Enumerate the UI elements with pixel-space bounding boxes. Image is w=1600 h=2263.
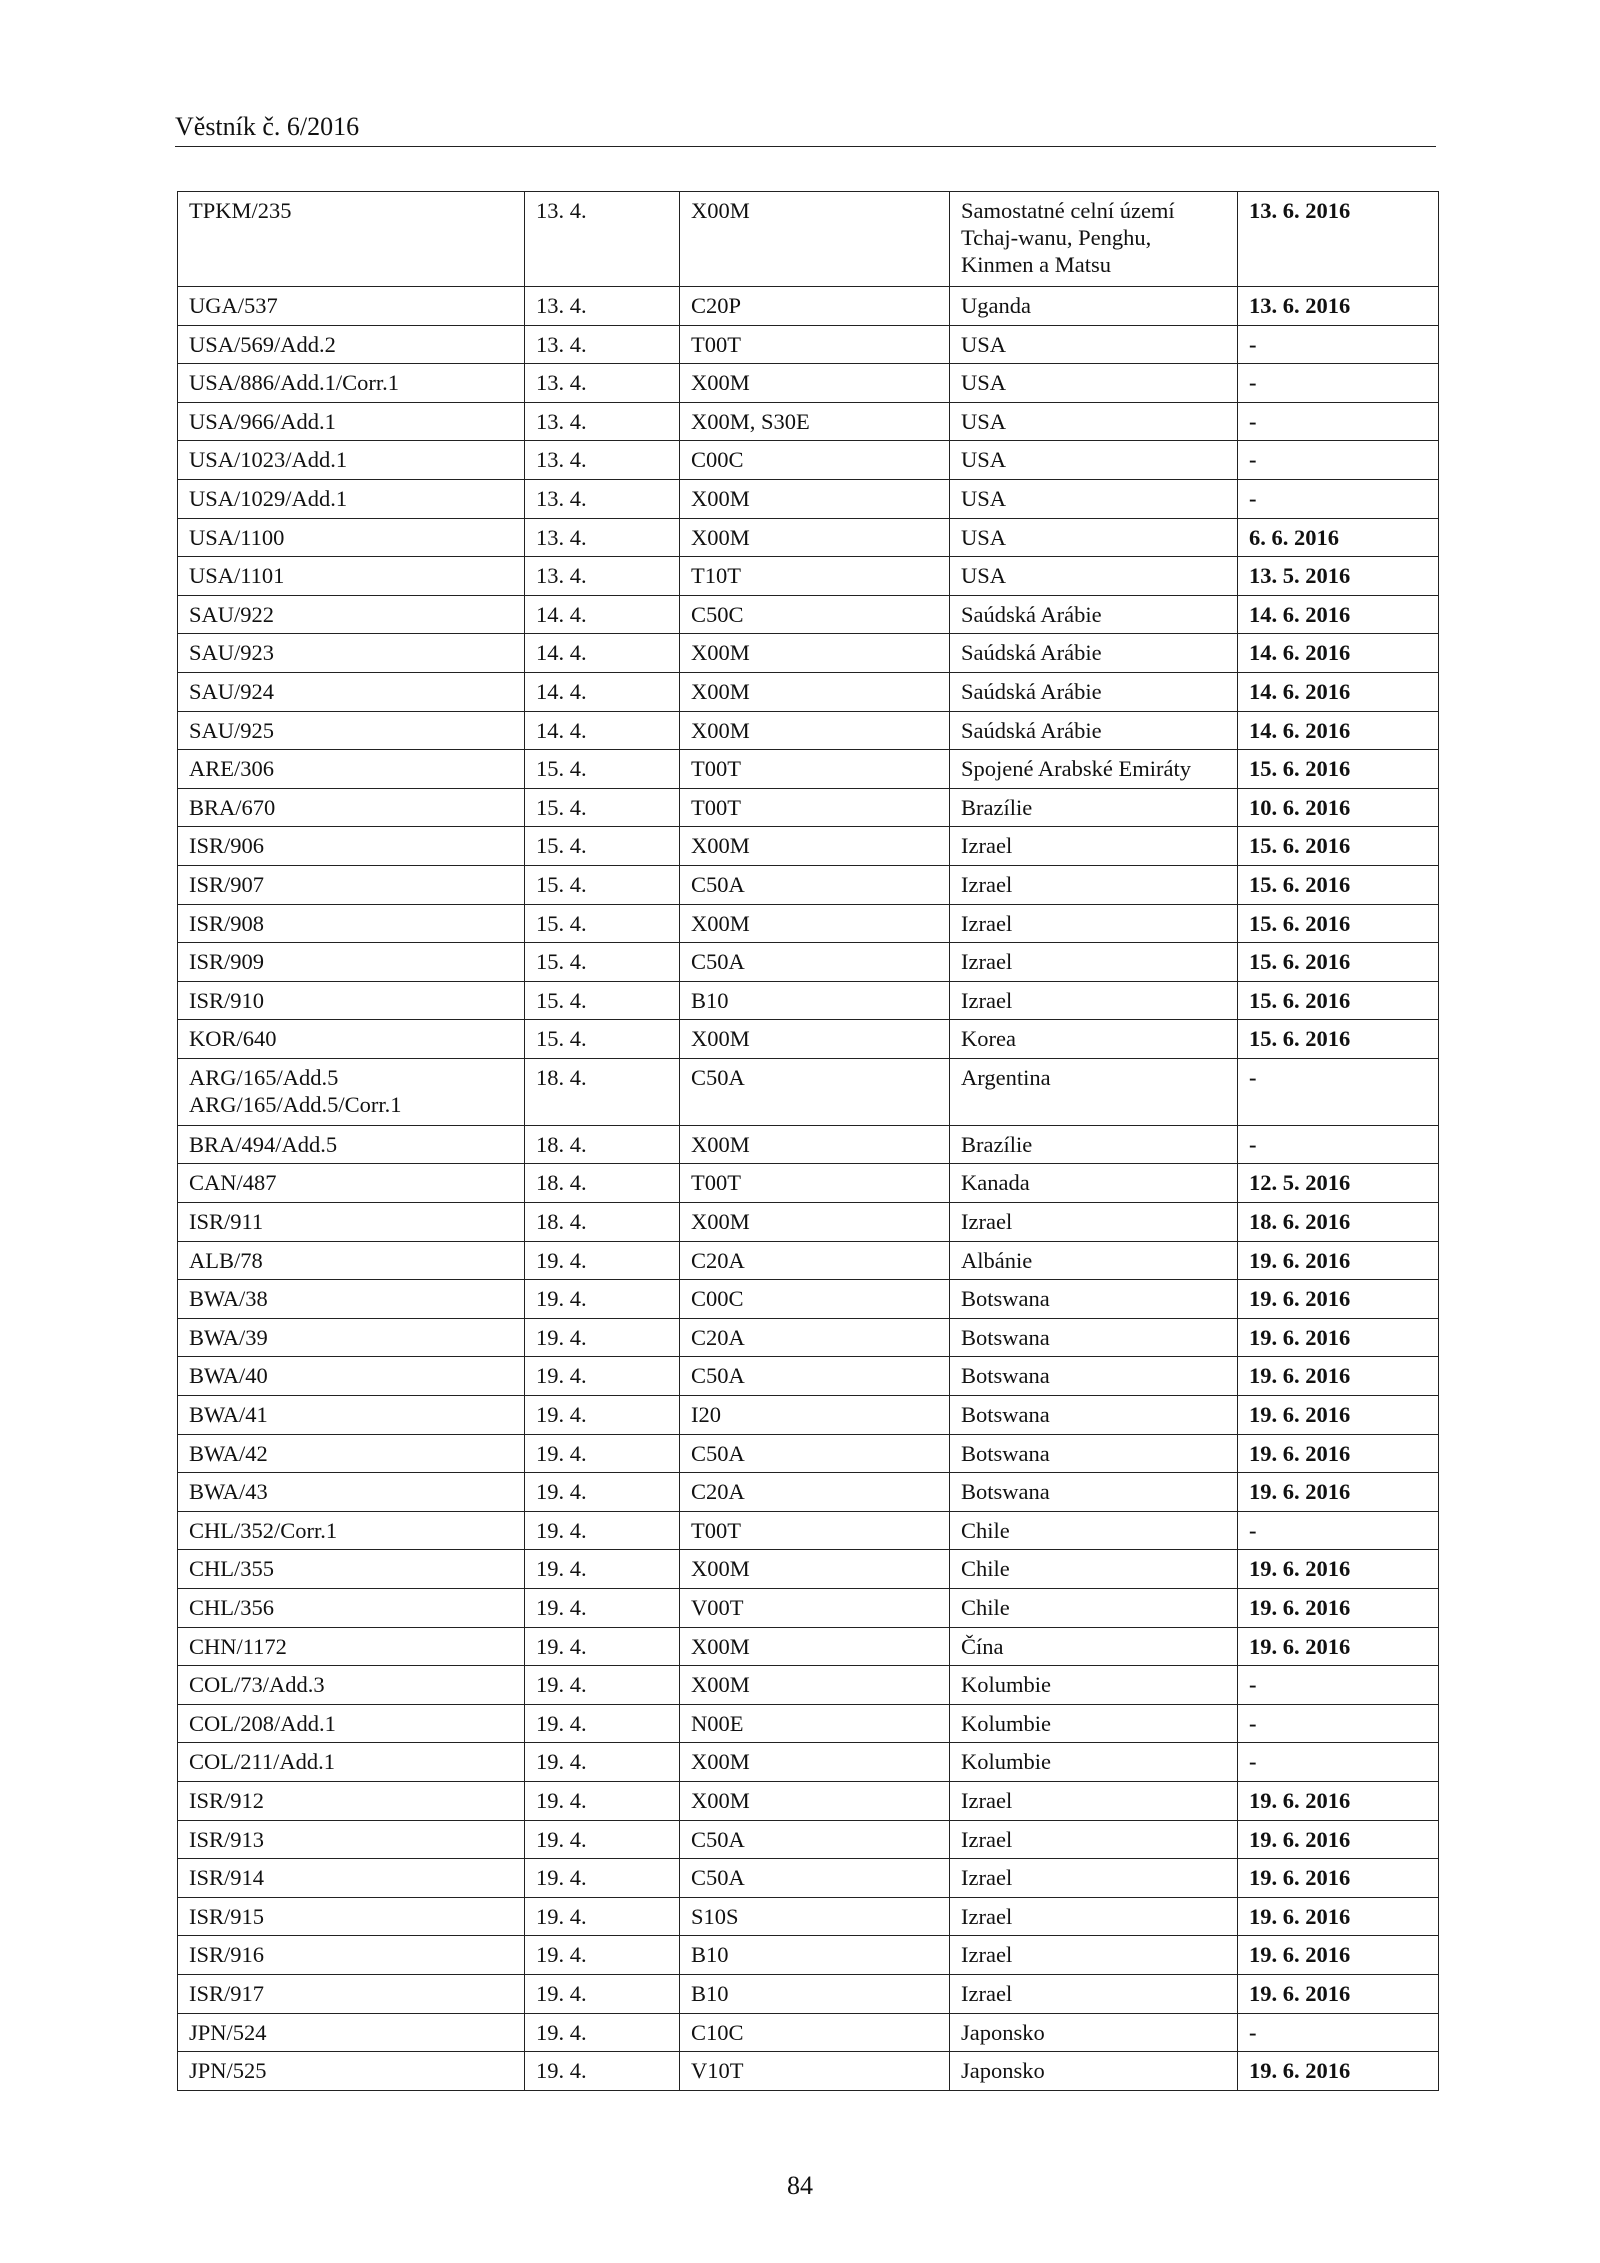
table-row	[178, 1820, 1439, 1859]
cell-deadline: 14. 6. 2016	[1238, 634, 1439, 673]
cell-symbol: COL/73/Add.3	[178, 1666, 525, 1705]
document-header: Věstník č. 6/2016	[175, 112, 1436, 147]
cell-member: Izrael	[950, 981, 1238, 1020]
cell-code: C50C	[680, 595, 950, 634]
cell-date: 15. 4.	[525, 865, 680, 904]
cell-code: V10T	[680, 2052, 950, 2091]
table-row	[178, 1020, 1439, 1059]
cell-date: 13. 4.	[525, 518, 680, 557]
cell-symbol: UGA/537	[178, 287, 525, 326]
table-row	[178, 1058, 1439, 1125]
cell-symbol: ISR/917	[178, 1974, 525, 2013]
cell-symbol: BWA/38	[178, 1280, 525, 1319]
cell-symbol: ISR/908	[178, 904, 525, 943]
cell-member: Botswana	[950, 1280, 1238, 1319]
cell-date: 13. 4.	[525, 479, 680, 518]
cell-deadline: 13. 6. 2016	[1238, 192, 1439, 287]
cell-code: X00M	[680, 518, 950, 557]
cell-code: C20A	[680, 1318, 950, 1357]
table-row	[178, 1280, 1439, 1319]
table-row	[178, 1743, 1439, 1782]
cell-deadline: 19. 6. 2016	[1238, 1974, 1439, 2013]
table-row	[178, 1164, 1439, 1203]
cell-member: USA	[950, 479, 1238, 518]
table-body	[178, 192, 1439, 2091]
cell-date: 13. 4.	[525, 364, 680, 403]
cell-symbol: USA/1100	[178, 518, 525, 557]
table-row	[178, 595, 1439, 634]
cell-symbol: COL/211/Add.1	[178, 1743, 525, 1782]
cell-code: X00M	[680, 1550, 950, 1589]
cell-symbol: CHL/352/Corr.1	[178, 1511, 525, 1550]
notification-table	[177, 191, 1439, 2091]
cell-code: C50A	[680, 1357, 950, 1396]
cell-deadline: 15. 6. 2016	[1238, 943, 1439, 982]
cell-date: 19. 4.	[525, 1473, 680, 1512]
cell-member: Čína	[950, 1627, 1238, 1666]
cell-code: C20A	[680, 1473, 950, 1512]
table-row	[178, 402, 1439, 441]
cell-symbol: BWA/43	[178, 1473, 525, 1512]
cell-member: Argentina	[950, 1058, 1238, 1125]
cell-code: X00M, S30E	[680, 402, 950, 441]
cell-symbol: ISR/912	[178, 1781, 525, 1820]
table-row	[178, 672, 1439, 711]
cell-member: Botswana	[950, 1357, 1238, 1396]
cell-deadline: 19. 6. 2016	[1238, 1396, 1439, 1435]
cell-date: 15. 4.	[525, 750, 680, 789]
cell-deadline: 15. 6. 2016	[1238, 827, 1439, 866]
cell-deadline: 19. 6. 2016	[1238, 1627, 1439, 1666]
cell-code: X00M	[680, 904, 950, 943]
cell-member: Izrael	[950, 827, 1238, 866]
cell-symbol: USA/886/Add.1/Corr.1	[178, 364, 525, 403]
table-row	[178, 1396, 1439, 1435]
cell-deadline: -	[1238, 364, 1439, 403]
cell-code: C10C	[680, 2013, 950, 2052]
table-row	[178, 981, 1439, 1020]
cell-date: 14. 4.	[525, 672, 680, 711]
cell-date: 19. 4.	[525, 1743, 680, 1782]
cell-member: Uganda	[950, 287, 1238, 326]
cell-code: C50A	[680, 865, 950, 904]
cell-date: 19. 4.	[525, 1589, 680, 1628]
cell-code: B10	[680, 981, 950, 1020]
cell-symbol: ISR/907	[178, 865, 525, 904]
cell-symbol: ARE/306	[178, 750, 525, 789]
table-row	[178, 1974, 1439, 2013]
cell-deadline: -	[1238, 402, 1439, 441]
cell-code: X00M	[680, 827, 950, 866]
table-row	[178, 287, 1439, 326]
cell-symbol: USA/966/Add.1	[178, 402, 525, 441]
cell-date: 14. 4.	[525, 595, 680, 634]
cell-date: 18. 4.	[525, 1164, 680, 1203]
cell-deadline: 15. 6. 2016	[1238, 981, 1439, 1020]
cell-date: 19. 4.	[525, 1241, 680, 1280]
cell-member: USA	[950, 364, 1238, 403]
cell-deadline: 13. 6. 2016	[1238, 287, 1439, 326]
table-row	[178, 1859, 1439, 1898]
table-row	[178, 1666, 1439, 1705]
cell-member: Izrael	[950, 1974, 1238, 2013]
cell-deadline: 19. 6. 2016	[1238, 1434, 1439, 1473]
cell-deadline: 14. 6. 2016	[1238, 711, 1439, 750]
cell-deadline: -	[1238, 1058, 1439, 1125]
cell-member: Spojené Arabské Emiráty	[950, 750, 1238, 789]
cell-deadline: 19. 6. 2016	[1238, 1781, 1439, 1820]
cell-member: Botswana	[950, 1318, 1238, 1357]
cell-code: X00M	[680, 192, 950, 287]
cell-deadline: 12. 5. 2016	[1238, 1164, 1439, 1203]
cell-deadline: 10. 6. 2016	[1238, 788, 1439, 827]
cell-member: Chile	[950, 1589, 1238, 1628]
cell-code: N00E	[680, 1704, 950, 1743]
cell-symbol: CHL/355	[178, 1550, 525, 1589]
cell-member: Izrael	[950, 904, 1238, 943]
table-row	[178, 1357, 1439, 1396]
cell-date: 19. 4.	[525, 1434, 680, 1473]
cell-date: 19. 4.	[525, 1550, 680, 1589]
cell-code: T00T	[680, 788, 950, 827]
table-row	[178, 441, 1439, 480]
cell-code: X00M	[680, 479, 950, 518]
cell-code: X00M	[680, 1203, 950, 1242]
cell-symbol: ISR/915	[178, 1897, 525, 1936]
cell-symbol: COL/208/Add.1	[178, 1704, 525, 1743]
cell-symbol: BWA/40	[178, 1357, 525, 1396]
cell-date: 15. 4.	[525, 788, 680, 827]
cell-deadline: 19. 6. 2016	[1238, 1357, 1439, 1396]
cell-code: T00T	[680, 325, 950, 364]
table-row	[178, 1125, 1439, 1164]
cell-symbol: BWA/39	[178, 1318, 525, 1357]
cell-deadline: 19. 6. 2016	[1238, 1820, 1439, 1859]
cell-code: C50A	[680, 1859, 950, 1898]
cell-date: 13. 4.	[525, 287, 680, 326]
cell-deadline: 19. 6. 2016	[1238, 1936, 1439, 1975]
cell-deadline: -	[1238, 1704, 1439, 1743]
cell-symbol: BWA/42	[178, 1434, 525, 1473]
cell-date: 19. 4.	[525, 2052, 680, 2091]
cell-member: Japonsko	[950, 2013, 1238, 2052]
cell-member: Izrael	[950, 1936, 1238, 1975]
cell-date: 19. 4.	[525, 1936, 680, 1975]
cell-symbol: USA/1101	[178, 557, 525, 596]
cell-member: Japonsko	[950, 2052, 1238, 2091]
cell-member: Korea	[950, 1020, 1238, 1059]
cell-code: X00M	[680, 1125, 950, 1164]
cell-symbol: KOR/640	[178, 1020, 525, 1059]
cell-date: 19. 4.	[525, 1357, 680, 1396]
table-row	[178, 750, 1439, 789]
cell-deadline: -	[1238, 2013, 1439, 2052]
cell-deadline: 6. 6. 2016	[1238, 518, 1439, 557]
table-row	[178, 557, 1439, 596]
cell-date: 14. 4.	[525, 711, 680, 750]
table-row	[178, 1897, 1439, 1936]
cell-symbol: CHL/356	[178, 1589, 525, 1628]
cell-date: 19. 4.	[525, 1781, 680, 1820]
cell-date: 19. 4.	[525, 1318, 680, 1357]
cell-member: Izrael	[950, 943, 1238, 982]
cell-member: Botswana	[950, 1396, 1238, 1435]
cell-deadline: 18. 6. 2016	[1238, 1203, 1439, 1242]
table-row	[178, 1781, 1439, 1820]
cell-deadline: -	[1238, 1666, 1439, 1705]
cell-date: 19. 4.	[525, 1627, 680, 1666]
cell-code: T00T	[680, 1164, 950, 1203]
cell-date: 13. 4.	[525, 557, 680, 596]
cell-symbol: ISR/910	[178, 981, 525, 1020]
cell-deadline: -	[1238, 441, 1439, 480]
cell-member: Kolumbie	[950, 1743, 1238, 1782]
table-row	[178, 827, 1439, 866]
cell-date: 19. 4.	[525, 1280, 680, 1319]
cell-date: 13. 4.	[525, 192, 680, 287]
cell-symbol: BRA/494/Add.5	[178, 1125, 525, 1164]
cell-symbol: ISR/916	[178, 1936, 525, 1975]
cell-symbol: BRA/670	[178, 788, 525, 827]
cell-symbol: ISR/913	[178, 1820, 525, 1859]
cell-code: I20	[680, 1396, 950, 1435]
cell-code: X00M	[680, 1743, 950, 1782]
cell-symbol: SAU/925	[178, 711, 525, 750]
cell-deadline: -	[1238, 1125, 1439, 1164]
cell-date: 14. 4.	[525, 634, 680, 673]
cell-date: 15. 4.	[525, 943, 680, 982]
cell-symbol: ISR/914	[178, 1859, 525, 1898]
table-row	[178, 1318, 1439, 1357]
cell-deadline: 19. 6. 2016	[1238, 1241, 1439, 1280]
cell-code: S10S	[680, 1897, 950, 1936]
cell-member: USA	[950, 325, 1238, 364]
cell-member: USA	[950, 518, 1238, 557]
table-row	[178, 943, 1439, 982]
table-row	[178, 1203, 1439, 1242]
table-row	[178, 479, 1439, 518]
cell-deadline: 19. 6. 2016	[1238, 1859, 1439, 1898]
cell-member: Saúdská Arábie	[950, 634, 1238, 673]
table-row	[178, 1627, 1439, 1666]
cell-date: 19. 4.	[525, 1897, 680, 1936]
cell-deadline: 15. 6. 2016	[1238, 865, 1439, 904]
cell-date: 13. 4.	[525, 325, 680, 364]
cell-date: 13. 4.	[525, 402, 680, 441]
cell-symbol: JPN/524	[178, 2013, 525, 2052]
cell-symbol: TPKM/235	[178, 192, 525, 287]
cell-date: 19. 4.	[525, 1859, 680, 1898]
cell-date: 19. 4.	[525, 1396, 680, 1435]
cell-code: C20P	[680, 287, 950, 326]
cell-symbol: CAN/487	[178, 1164, 525, 1203]
table-row	[178, 325, 1439, 364]
cell-symbol: USA/1023/Add.1	[178, 441, 525, 480]
cell-member: Chile	[950, 1550, 1238, 1589]
cell-code: X00M	[680, 672, 950, 711]
cell-symbol: BWA/41	[178, 1396, 525, 1435]
cell-deadline: 15. 6. 2016	[1238, 1020, 1439, 1059]
cell-code: X00M	[680, 1666, 950, 1705]
table-row	[178, 1241, 1439, 1280]
cell-symbol: ISR/906	[178, 827, 525, 866]
table-row	[178, 192, 1439, 287]
cell-deadline: 19. 6. 2016	[1238, 1318, 1439, 1357]
cell-code: X00M	[680, 1781, 950, 1820]
cell-deadline: 15. 6. 2016	[1238, 750, 1439, 789]
cell-code: T00T	[680, 1511, 950, 1550]
cell-deadline: -	[1238, 1511, 1439, 1550]
cell-member: Albánie	[950, 1241, 1238, 1280]
cell-code: C50A	[680, 1820, 950, 1859]
cell-member: Izrael	[950, 1781, 1238, 1820]
cell-member: Kanada	[950, 1164, 1238, 1203]
cell-date: 15. 4.	[525, 981, 680, 1020]
cell-member: Izrael	[950, 1897, 1238, 1936]
cell-code: C50A	[680, 1058, 950, 1125]
table-row	[178, 904, 1439, 943]
cell-code: C00C	[680, 1280, 950, 1319]
cell-date: 13. 4.	[525, 441, 680, 480]
cell-date: 19. 4.	[525, 1511, 680, 1550]
cell-deadline: 19. 6. 2016	[1238, 1473, 1439, 1512]
cell-code: X00M	[680, 364, 950, 403]
cell-code: V00T	[680, 1589, 950, 1628]
cell-code: C20A	[680, 1241, 950, 1280]
cell-member: Brazílie	[950, 1125, 1238, 1164]
table-row	[178, 518, 1439, 557]
cell-deadline: -	[1238, 479, 1439, 518]
cell-member: Izrael	[950, 1859, 1238, 1898]
cell-code: C00C	[680, 441, 950, 480]
cell-code: X00M	[680, 1627, 950, 1666]
cell-date: 18. 4.	[525, 1203, 680, 1242]
cell-date: 15. 4.	[525, 904, 680, 943]
cell-member: Samostatné celní území Tchaj-wanu, Penghu, Kinmen a Matsu	[950, 192, 1238, 287]
cell-deadline: 19. 6. 2016	[1238, 2052, 1439, 2091]
table-row	[178, 1511, 1439, 1550]
cell-deadline: 19. 6. 2016	[1238, 1280, 1439, 1319]
cell-symbol: SAU/922	[178, 595, 525, 634]
cell-code: B10	[680, 1936, 950, 1975]
table-row	[178, 1704, 1439, 1743]
cell-deadline: 15. 6. 2016	[1238, 904, 1439, 943]
cell-deadline: 19. 6. 2016	[1238, 1550, 1439, 1589]
table-row	[178, 2013, 1439, 2052]
cell-member: Izrael	[950, 1820, 1238, 1859]
cell-deadline: 14. 6. 2016	[1238, 595, 1439, 634]
cell-code: X00M	[680, 711, 950, 750]
cell-symbol: ISR/911	[178, 1203, 525, 1242]
cell-code: C50A	[680, 943, 950, 982]
table-row	[178, 1589, 1439, 1628]
table-row	[178, 1434, 1439, 1473]
cell-member: Kolumbie	[950, 1666, 1238, 1705]
page-number: 84	[787, 2171, 813, 2200]
cell-date: 19. 4.	[525, 1666, 680, 1705]
table-row	[178, 711, 1439, 750]
table-row	[178, 865, 1439, 904]
cell-symbol: USA/569/Add.2	[178, 325, 525, 364]
cell-code: B10	[680, 1974, 950, 2013]
cell-date: 19. 4.	[525, 1974, 680, 2013]
cell-code: X00M	[680, 1020, 950, 1059]
table-row	[178, 788, 1439, 827]
cell-deadline: 19. 6. 2016	[1238, 1897, 1439, 1936]
cell-symbol: USA/1029/Add.1	[178, 479, 525, 518]
cell-member: Saúdská Arábie	[950, 711, 1238, 750]
cell-date: 15. 4.	[525, 1020, 680, 1059]
cell-member: USA	[950, 402, 1238, 441]
cell-date: 18. 4.	[525, 1058, 680, 1125]
cell-member: USA	[950, 557, 1238, 596]
table-row	[178, 364, 1439, 403]
cell-member: Botswana	[950, 1434, 1238, 1473]
cell-symbol: ARG/165/Add.5 ARG/165/Add.5/Corr.1	[178, 1058, 525, 1125]
cell-code: T00T	[680, 750, 950, 789]
cell-deadline: 19. 6. 2016	[1238, 1589, 1439, 1628]
cell-symbol: SAU/923	[178, 634, 525, 673]
cell-deadline: -	[1238, 325, 1439, 364]
cell-symbol: SAU/924	[178, 672, 525, 711]
cell-member: Saúdská Arábie	[950, 595, 1238, 634]
cell-member: Kolumbie	[950, 1704, 1238, 1743]
cell-deadline: -	[1238, 1743, 1439, 1782]
cell-member: Izrael	[950, 865, 1238, 904]
cell-member: Chile	[950, 1511, 1238, 1550]
table-row	[178, 634, 1439, 673]
cell-deadline: 13. 5. 2016	[1238, 557, 1439, 596]
cell-symbol: JPN/525	[178, 2052, 525, 2091]
cell-symbol: CHN/1172	[178, 1627, 525, 1666]
cell-member: USA	[950, 441, 1238, 480]
cell-member: Saúdská Arábie	[950, 672, 1238, 711]
cell-deadline: 14. 6. 2016	[1238, 672, 1439, 711]
cell-date: 15. 4.	[525, 827, 680, 866]
cell-member: Izrael	[950, 1203, 1238, 1242]
cell-code: X00M	[680, 634, 950, 673]
cell-member: Botswana	[950, 1473, 1238, 1512]
cell-date: 18. 4.	[525, 1125, 680, 1164]
table-row	[178, 2052, 1439, 2091]
cell-symbol: ALB/78	[178, 1241, 525, 1280]
cell-date: 19. 4.	[525, 1704, 680, 1743]
table-row	[178, 1936, 1439, 1975]
cell-date: 19. 4.	[525, 1820, 680, 1859]
cell-symbol: ISR/909	[178, 943, 525, 982]
cell-code: C50A	[680, 1434, 950, 1473]
table-row	[178, 1473, 1439, 1512]
table-row	[178, 1550, 1439, 1589]
cell-code: T10T	[680, 557, 950, 596]
cell-date: 19. 4.	[525, 2013, 680, 2052]
cell-member: Brazílie	[950, 788, 1238, 827]
